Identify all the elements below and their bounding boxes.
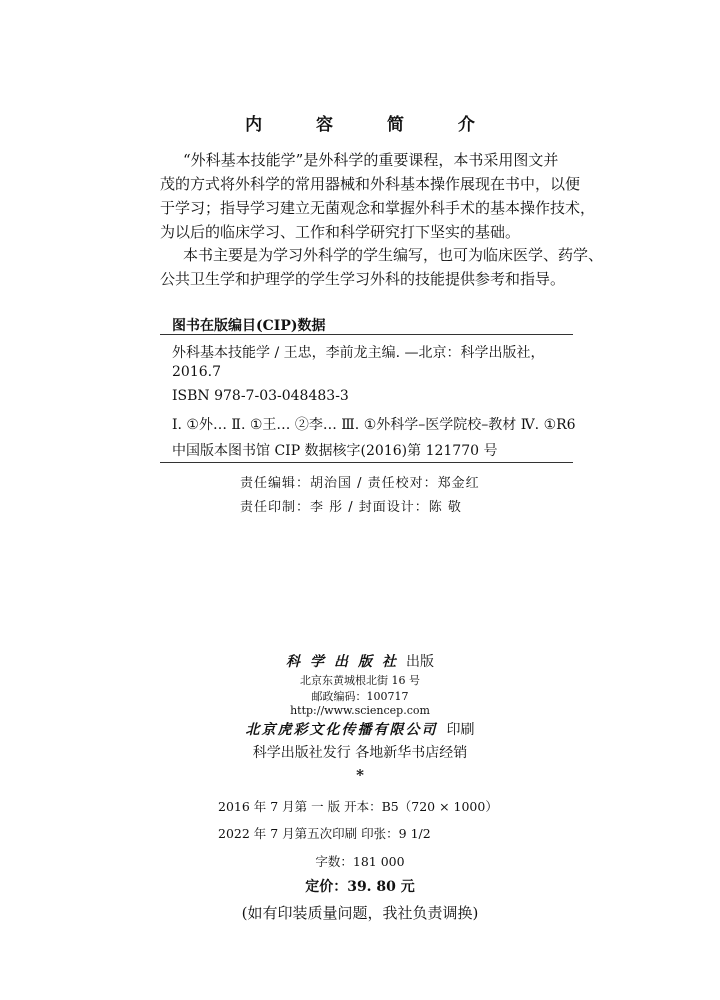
printer-name: 北京虎彩文化传播有限公司 [245, 722, 438, 738]
staff-editors: 责任编辑：胡治国 / 责任校对：郑金红 [240, 476, 480, 491]
publisher-website: http://www.sciencep.com [290, 704, 430, 717]
staff-production: 责任印制：李 彤 / 封面设计：陈 敬 [240, 500, 462, 515]
price: 定价：39. 80 元 [305, 879, 415, 895]
printer-line [0, 719, 720, 739]
separator-asterisk: * [356, 766, 364, 784]
summary-line: 公共卫生学和护理学的学生学习外科的技能提供参考和指导。 [160, 270, 566, 288]
publisher-line [0, 651, 720, 671]
word-count: 字数：181 000 [315, 854, 405, 869]
cip-line: 2016.7 [172, 364, 221, 380]
page-title: 内 容 简 介 [245, 115, 499, 135]
publisher-name: 科学出版社 [286, 654, 406, 670]
summary-line: 于学习；指导学习建立无菌观念和掌握外科手术的基本操作技术， [160, 199, 596, 217]
summary-line: 本书主要是为学习外科学的学生编写，也可为临床医学、药学、 [183, 246, 604, 264]
distribution-line: 科学出版社发行 各地新华书店经销 [252, 745, 468, 761]
cip-heading: 图书在版编目(CIP)数据 [172, 318, 326, 334]
cip-line: ISBN 978-7-03-048483-3 [172, 388, 349, 404]
quality-note: (如有印装质量问题，我社负责调换) [241, 904, 479, 922]
publisher-address: 北京东黄城根北街 16 号 [300, 674, 420, 687]
summary-line: “外科基本技能学”是外科学的重要课程，本书采用图文并 [183, 151, 559, 169]
cip-line: 外科基本技能学 / 王忠，李前龙主编. —北京：科学出版社， [172, 345, 545, 361]
printing-line: 2022 年 7 月第五次印刷 印张：9 1/2 [218, 826, 431, 841]
cip-bottom-rule [160, 462, 573, 463]
cip-line: Ⅰ. ①外… Ⅱ. ①王… ②李… Ⅲ. ①外科学–医学院校–教材 Ⅳ. ①R6 [172, 417, 576, 433]
edition-line: 2016 年 7 月第 一 版 开本：B5（720 × 1000） [218, 799, 498, 814]
publisher-postcode: 邮政编码：100717 [311, 690, 409, 703]
summary-line: 茂的方式将外科学的常用器械和外科基本操作展现在书中，以便 [160, 175, 581, 193]
cip-line: 中国版本图书馆 CIP 数据核字(2016)第 121770 号 [172, 443, 498, 459]
summary-line: 为以后的临床学习、工作和科学研究打下坚实的基础。 [160, 223, 521, 241]
cip-top-rule [160, 334, 573, 335]
prints-label: 印刷 [446, 722, 475, 738]
publishes-label: 出版 [406, 654, 434, 670]
